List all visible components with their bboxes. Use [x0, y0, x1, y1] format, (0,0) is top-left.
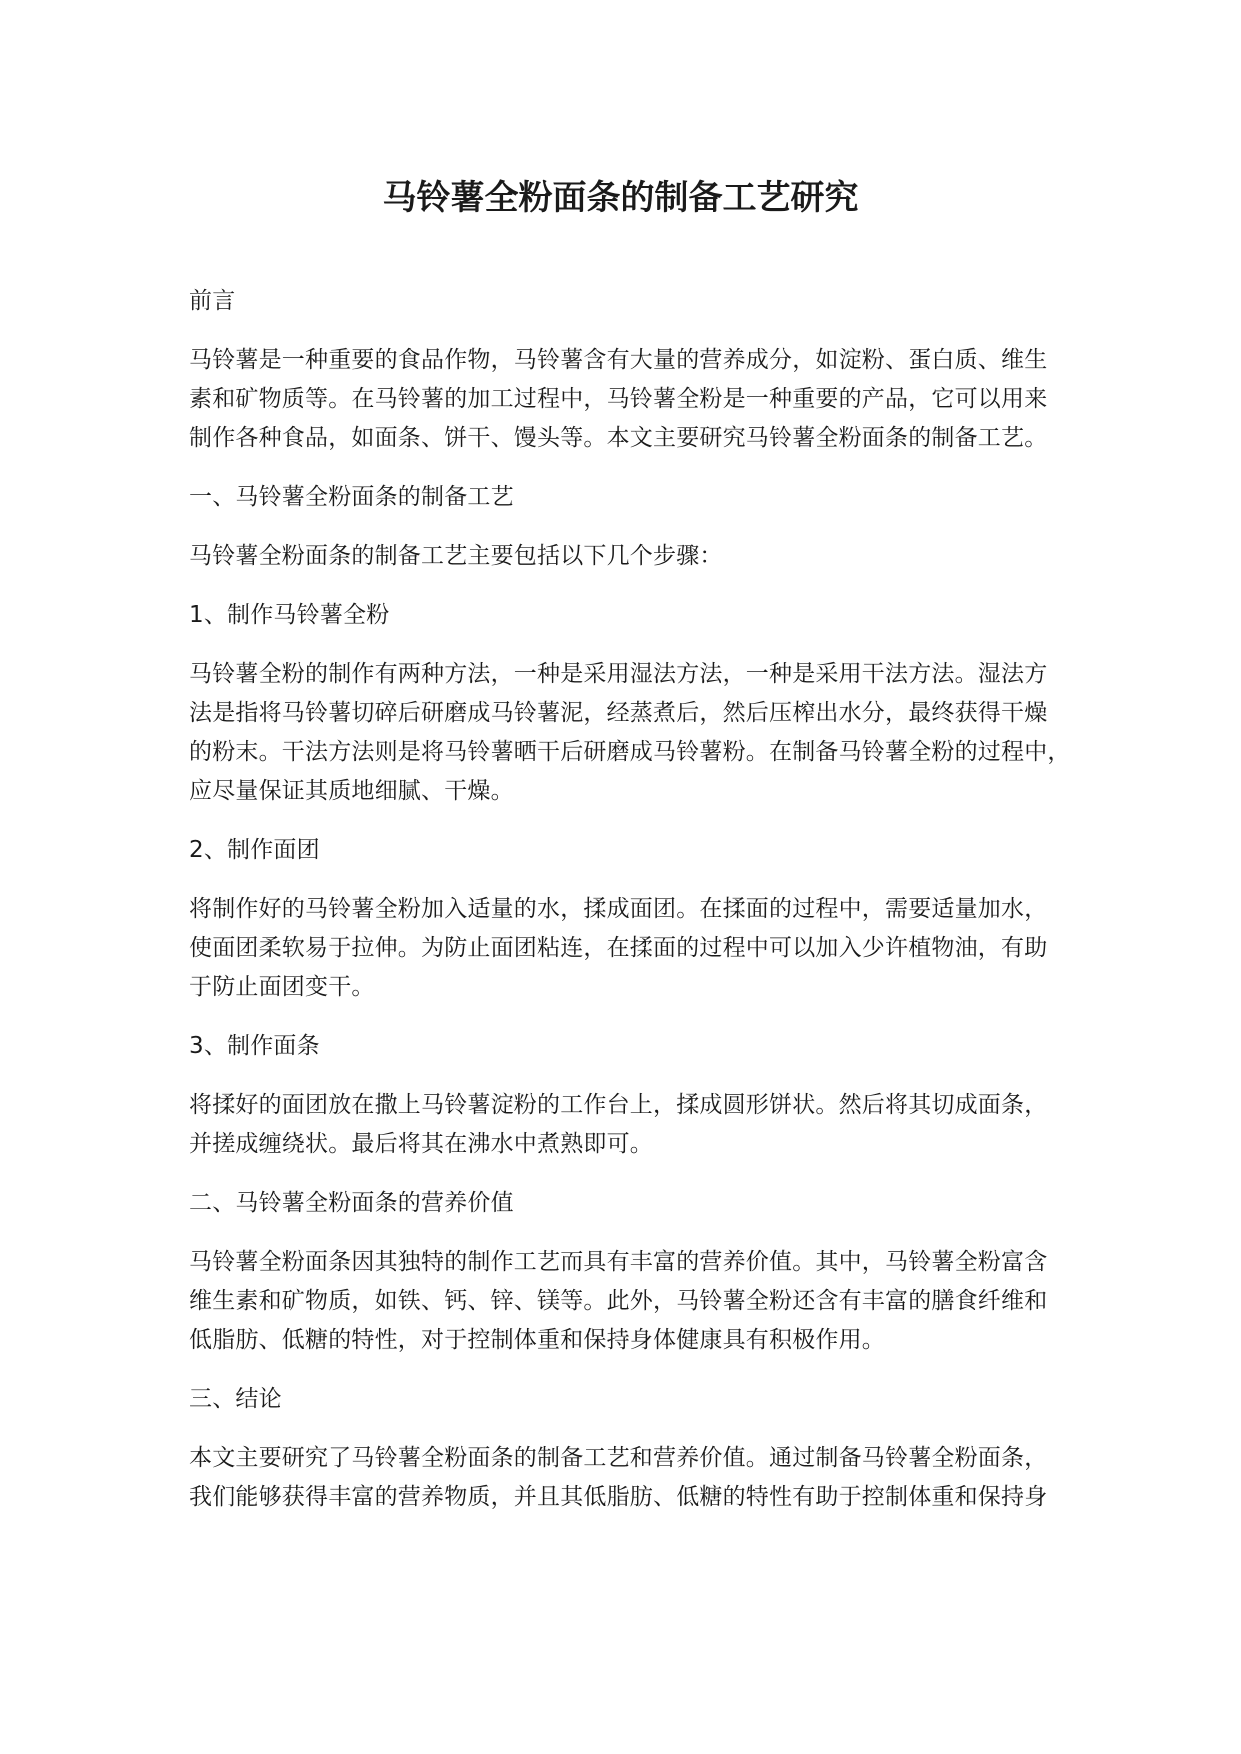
- text-line: 维生素和矿物质，如铁、钙、锌、镁等。此外，马铃薯全粉还含有丰富的膳食纤维和: [189, 1288, 1048, 1314]
- page-title: 马铃薯全粉面条的制备工艺研究: [382, 178, 859, 218]
- text-line: 将制作好的马铃薯全粉加入适量的水，揉成面团。在揉面的过程中，需要适量加水，: [189, 896, 1048, 922]
- text-line: 将揉好的面团放在撒上马铃薯淀粉的工作台上，揉成圆形饼状。然后将其切成面条，: [189, 1092, 1048, 1118]
- text-line: 3、制作面条: [189, 1033, 320, 1059]
- paragraph: [189, 1243, 1069, 1360]
- text-line: 前言: [189, 288, 236, 314]
- text-line: 1、制作马铃薯全粉: [189, 602, 390, 628]
- paragraph: [189, 341, 1069, 458]
- paragraph: [189, 1439, 1069, 1517]
- text-line: 马铃薯全粉面条的制备工艺主要包括以下几个步骤：: [189, 543, 723, 569]
- document-body: [189, 282, 1069, 1537]
- text-line: 一、马铃薯全粉面条的制备工艺: [189, 484, 514, 510]
- paragraph: [189, 890, 1069, 1007]
- text-line: 于防止面团变干。: [189, 974, 375, 1000]
- text-line: 法是指将马铃薯切碎后研磨成马铃薯泥，经蒸煮后，然后压榨出水分，最终获得干燥: [189, 700, 1048, 726]
- text-line: 并搓成缠绕状。最后将其在沸水中煮熟即可。: [189, 1131, 653, 1157]
- section-heading: [189, 478, 1069, 517]
- section-heading: [189, 1380, 1069, 1419]
- section-heading: [189, 1184, 1069, 1223]
- text-line: 使面团柔软易于拉伸。为防止面团粘连，在揉面的过程中可以加入少许植物油，有助: [189, 935, 1048, 961]
- paragraph: [189, 655, 1069, 811]
- text-line: 二、马铃薯全粉面条的营养价值: [189, 1190, 514, 1216]
- text-line: 马铃薯是一种重要的食品作物，马铃薯含有大量的营养成分，如淀粉、蛋白质、维生: [189, 347, 1048, 373]
- text-line: 2、制作面团: [189, 837, 320, 863]
- text-line: 马铃薯全粉面条因其独特的制作工艺而具有丰富的营养价值。其中，马铃薯全粉富含: [189, 1249, 1048, 1275]
- text-line: 的粉末。干法方法则是将马铃薯晒干后研磨成马铃薯粉。在制备马铃薯全粉的过程中，: [189, 739, 1071, 765]
- text-line: 本文主要研究了马铃薯全粉面条的制备工艺和营养价值。通过制备马铃薯全粉面条，: [189, 1445, 1048, 1471]
- text-line: 素和矿物质等。在马铃薯的加工过程中，马铃薯全粉是一种重要的产品，它可以用来: [189, 386, 1048, 412]
- paragraph: [189, 537, 1069, 576]
- section-heading: [189, 596, 1069, 635]
- text-line: 低脂肪、低糖的特性，对于控制体重和保持身体健康具有积极作用。: [189, 1327, 885, 1353]
- text-line: 应尽量保证其质地细腻、干燥。: [189, 778, 514, 804]
- section-heading: [189, 1027, 1069, 1066]
- section-heading: [189, 831, 1069, 870]
- paragraph: [189, 1086, 1069, 1164]
- text-line: 马铃薯全粉的制作有两种方法，一种是采用湿法方法，一种是采用干法方法。湿法方: [189, 661, 1048, 687]
- text-line: 制作各种食品，如面条、饼干、馒头等。本文主要研究马铃薯全粉面条的制备工艺。: [189, 425, 1048, 451]
- text-line: 三、结论: [189, 1386, 282, 1412]
- text-line: 我们能够获得丰富的营养物质，并且其低脂肪、低糖的特性有助于控制体重和保持身: [189, 1484, 1048, 1510]
- section-heading: [189, 282, 1069, 321]
